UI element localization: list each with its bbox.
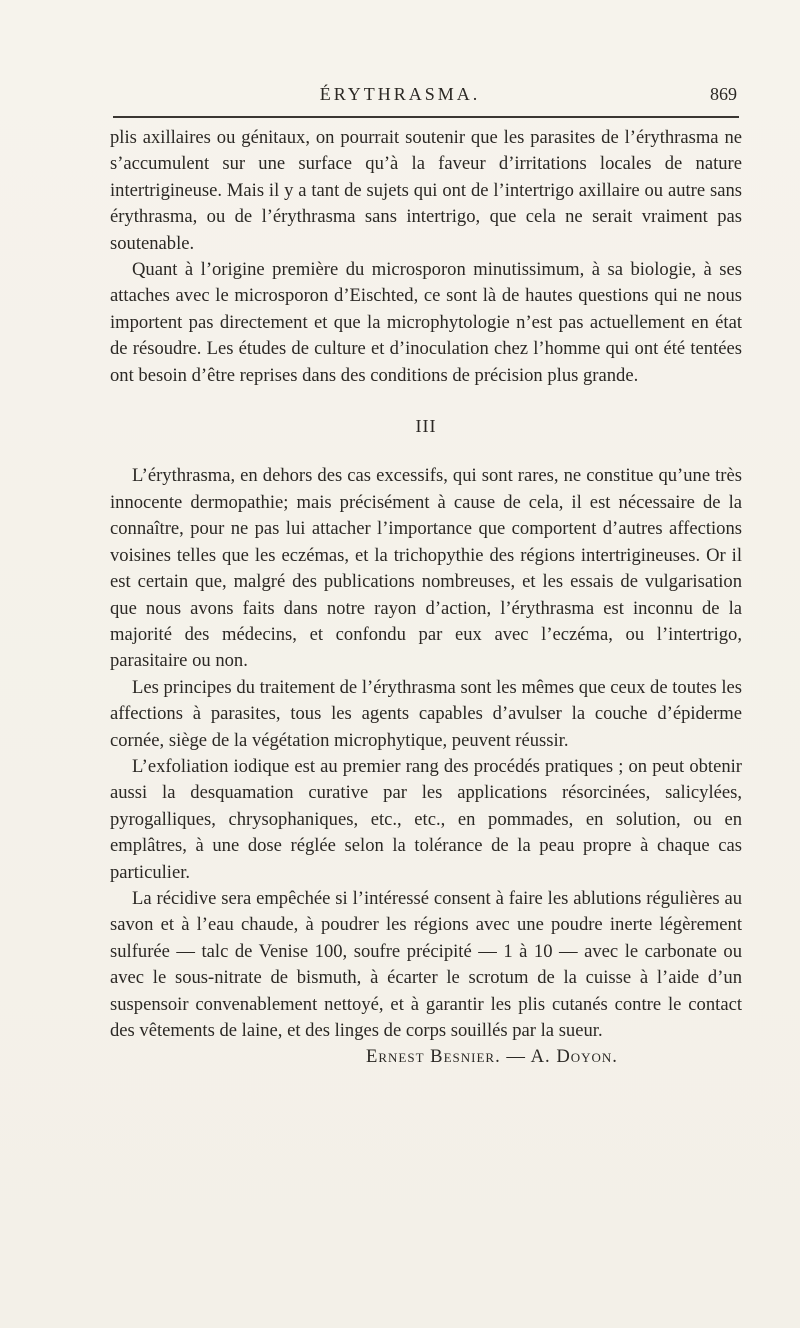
paragraph: plis axillaires ou génitaux, on pourrait soutenir que les parasites de l’érythrasma ne s’accumulent sur une surface qu’à la faveur d’irritations locales de nature intertrigineuse. Mais il y a tant de sujets qui ont de l’intertrigo axillaire ou autre sans érythrasma, ou de l’érythrasma sans intertrigo, que cela ne serait vraiment pas soutenable. [110,127,742,254]
paragraph: Les principes du traitement de l’érythrasma sont les mêmes que ceux de toutes les affections à parasites, tous les agents capables d’avulser la couche d’épiderme cornée, siège de la végétation microphytique, peuvent réussir. [110,676,742,751]
body-text [110,125,742,1071]
header-rule [113,116,739,118]
running-title: ÉRYTHRASMA. [319,84,481,104]
paragraph: Quant à l’origine première du microsporon minutissimum, à sa biologie, à ses attaches avec le microsporon d’Eischted, ce sont là de hautes questions qui ne nous importent pas directement et que la microphytologie n’est pas actuellement en état de résoudre. Les études de culture et d’inoculation chez l’homme qui ont été tentées ont besoin d’être reprises dans des conditions de précision plus grande. [110,259,742,386]
paragraph: L’exfoliation iodique est au premier rang des procédés pratiques ; on peut obtenir aussi la desquamation curative par les applications résorcinées, salicylées, pyrogalliques, chrysophaniques, etc., etc., en pommades, en solution, ou en emplâtres, à une dose réglée selon la tolérance de la peau propre à chaque cas particulier. [110,755,742,883]
author-signature: Ernest Besnier. — A. Doyon. [366,1046,618,1068]
paragraph: La récidive sera empêchée si l’intéressé consent à faire les ablutions régulières au savon et à l’eau chaude, à poudrer les régions avec une poudre inerte légèrement sulfurée — talc de Venise 100, soufre précipité — 1 à 10 — avec le carbonate ou avec le sous-nitrate de bismuth, à écarter le scrotum de la cuisse à l’aide d’un suspensoir convenablement nettoyé, et à garantir les plis cutanés contre le contact des vêtements de laine, et des linges de corps souillés par la sueur. [110,887,742,1041]
page-number: 869 [710,84,737,104]
section-number: III [415,416,437,437]
paragraph: L’érythrasma, en dehors des cas excessifs, qui sont rares, ne constitue qu’une très innocente dermopathie; mais précisément à cause de cela, il est nécessaire de la connaître, pour ne pas lui attacher l’importance que comportent d’autres affections voisines telles que les eczémas, et la trichopythie des régions intertrigineuses. Or il est certain que, malgré des publications nombreuses, et les essais de vulgarisation que nous avons faits dans notre rayon d’action, l’érythrasma est inconnu de la majorité des médecins, et confondu par eux avec l’eczéma, ou l’intertrigo, parasitaire ou non. [110,465,742,672]
